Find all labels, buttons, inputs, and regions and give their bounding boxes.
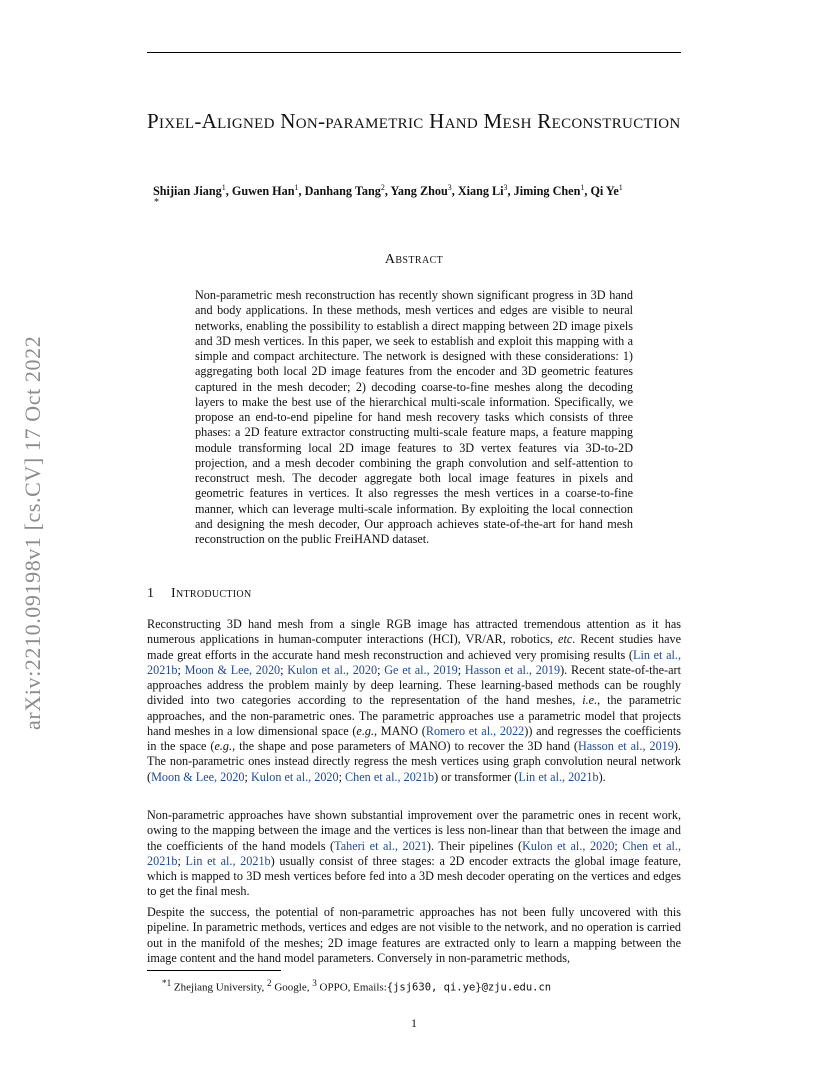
author-name: Guwen Han — [231, 184, 295, 199]
abstract-heading: Abstract — [384, 252, 444, 267]
author-star-mark: * — [154, 197, 159, 208]
intro-paragraph-1: Reconstructing 3D hand mesh from a single RGB image has attracted tremendous attention as it has numerous applications in human-computer interactions (HCI), VR/AR, robotics, etc. Recent studies have made great efforts in the accurate hand mesh reconstruction and achieved very promising results (Lin et al., 2021b; Moon & Lee, 2020; Kulon et al., 2020; Ge et al., 2019; Hasson et al., 2019). Recent state-of-the-art approaches address the problem mainly by deep learning. These learning-based methods can be roughly divided into two categories according to the representation of the hand meshes, i.e., the parametric approaches, and the non-parametric ones. The parametric approaches use a parametric model that projects hand meshes in a low dimensional space (e.g., MANO (Romero et al., 2022)) and regresses the coefficients in the space (e.g., the shape and pose parameters of MANO) to recover the 3D hand (Hasson et al., 2019). The non-parametric ones instead directly regress the mesh vertices using graph convolution neural network (Moon & Lee, 2020; Kulon et al., 2020; Chen et al., 2021b) or transformer (Lin et al., 2021b). — [147, 617, 682, 784]
paper-title: Pixel-Aligned Non-parametric Hand Mesh Reconstruction — [147, 109, 681, 133]
author-name: Danhang Tang — [304, 184, 381, 199]
citation-link[interactable]: Kulon et al., 2020 — [287, 662, 378, 677]
email-addresses[interactable]: {jsj630, qi.ye}@zju.edu.cn — [386, 981, 552, 994]
page-number: 1 — [411, 1016, 417, 1030]
citation-link[interactable]: Kulon et al., 2020 — [250, 769, 339, 784]
italic-text: etc — [558, 632, 573, 647]
author-name: Yang Zhou — [390, 184, 448, 199]
author-affiliation-mark: 2 — [380, 183, 385, 192]
author-name: Shijian Jiang — [153, 184, 222, 199]
aff3-number: 3 — [312, 978, 317, 988]
citation-link[interactable]: Taheri et al., 2021 — [334, 838, 427, 853]
top-rule — [147, 52, 681, 53]
citation-link[interactable]: Moon & Lee, 2020 — [151, 769, 245, 784]
italic-text: e.g. — [214, 739, 233, 753]
citation-link[interactable]: Kulon et al., 2020 — [522, 838, 615, 853]
section-number: 1 — [147, 586, 155, 601]
aff1-name: Zhejiang University, — [173, 981, 265, 994]
citation-link[interactable]: Hasson et al., 2019 — [464, 662, 561, 677]
citation-link[interactable]: Chen et al., 2021b — [345, 769, 435, 784]
author-list: Shijian Jiang$^1$, Guwen Han$^1$, Danhang Tang$^2$, Yang Zhou$^3$, Xiang Li$^3$, Jiming Chen$^1$, Qi Ye$^1$ — [153, 183, 623, 199]
italic-text: e.g. — [356, 723, 375, 738]
intro-paragraph-3: Despite the success, the potential of non-parametric approaches has not been fully uncovered with this pipeline. In parametric methods, vertices and edges are not visible to the network, and no operation is carried out in the manifold of the meshes; 2D image features are extracted only to learn a mapping between the image content and the hand model parameters. Conversely in non-parametric methods, — [147, 905, 681, 965]
author-affiliation-mark: 1 — [294, 183, 299, 192]
footnote-mark: * — [162, 978, 167, 988]
citation-link[interactable]: Lin et al., 2021b — [518, 769, 599, 784]
author-affiliation-mark: 1 — [580, 183, 585, 192]
author-affiliation-mark: 1 — [618, 183, 623, 192]
citation-link[interactable]: Ge et al., 2019 — [384, 662, 458, 677]
footnote-rule — [147, 970, 281, 971]
italic-text: i.e. — [582, 693, 598, 708]
aff2-name: Google, — [274, 981, 310, 994]
citation-link[interactable]: Chen et al., 2021b — [147, 838, 681, 868]
author-name: Xiang Li — [457, 184, 504, 199]
citation-link[interactable]: Romero et al., 2022 — [425, 723, 525, 738]
arxiv-stamp[interactable]: arXiv:2210.09198v1 [cs.CV] 17 Oct 2022 — [20, 335, 45, 730]
citation-link[interactable]: Lin et al., 2021b — [185, 853, 271, 868]
section-title: Introduction — [171, 586, 252, 601]
aff2-number: 2 — [266, 978, 272, 988]
author-affiliation-mark: 3 — [447, 183, 452, 192]
aff1-number: 1 — [166, 978, 172, 988]
affiliation-footnote — [162, 976, 551, 995]
citation-link[interactable]: Hasson et al., 2019 — [577, 739, 674, 753]
aff3-name: OPPO, Emails: — [319, 981, 387, 994]
intro-paragraph-2: Non-parametric approaches have shown substantial improvement over the parametric ones in recent work, owing to the mapping between the image and the vertices is less non-linear than that between the image and the coefficients of the hand models (Taheri et al., 2021). Their pipelines (Kulon et al., 2020; Chen et al., 2021b; Lin et al., 2021b) usually consist of three stages: a 2D encoder extracts the global image feature, which is mapped to 3D mesh vertices before fed into a 3D mesh decoder operating on the vertices and edges to get the final mesh. — [147, 808, 681, 899]
abstract-text: Non-parametric mesh reconstruction has recently shown significant progress in 3D hand and body applications. In these methods, mesh vertices and edges are visible to neural networks, enabling the possibility to establish a direct mapping between 2D image pixels and 3D mesh vertices. In this paper, we seek to establish and exploit this mapping with a simple and compact architecture. The network is designed with these considerations: 1) aggregating both local 2D image features from the encoder and 3D geometric features captured in the mesh decoder; 2) decoding coarse-to-fine meshes along the decoding layers to make the best use of the hierarchical multi-scale information. Specifically, we propose an end-to-end pipeline for hand mesh recovery tasks which consists of three phases: a 2D feature extractor constructing multi-scale feature maps, a feature mapping module transforming local 2D image features to 3D vertex features via 3D-to-2D projection, and a mesh decoder combining the graph convolution and self-attention to reconstruct mesh. The decoder aggregate both local image features in pixels and geometric features in vertices. It also regresses the mesh vertices in a coarse-to-fine manner, which can leverage multi-scale information. By exploiting the local connection and designing the mesh decoder, Our approach achieves state-of-the-art for hand mesh reconstruction on the public FreiHAND dataset. — [195, 288, 633, 546]
author-name: Qi Ye — [590, 184, 619, 199]
citation-link[interactable]: Moon & Lee, 2020 — [184, 662, 281, 677]
author-affiliation-mark: 3 — [503, 183, 508, 192]
author-affiliation-mark: 1 — [221, 183, 226, 192]
citation-link[interactable]: Lin et al., 2021b — [147, 647, 681, 677]
section-heading-introduction — [147, 586, 251, 602]
author-name: Jiming Chen — [513, 184, 581, 199]
